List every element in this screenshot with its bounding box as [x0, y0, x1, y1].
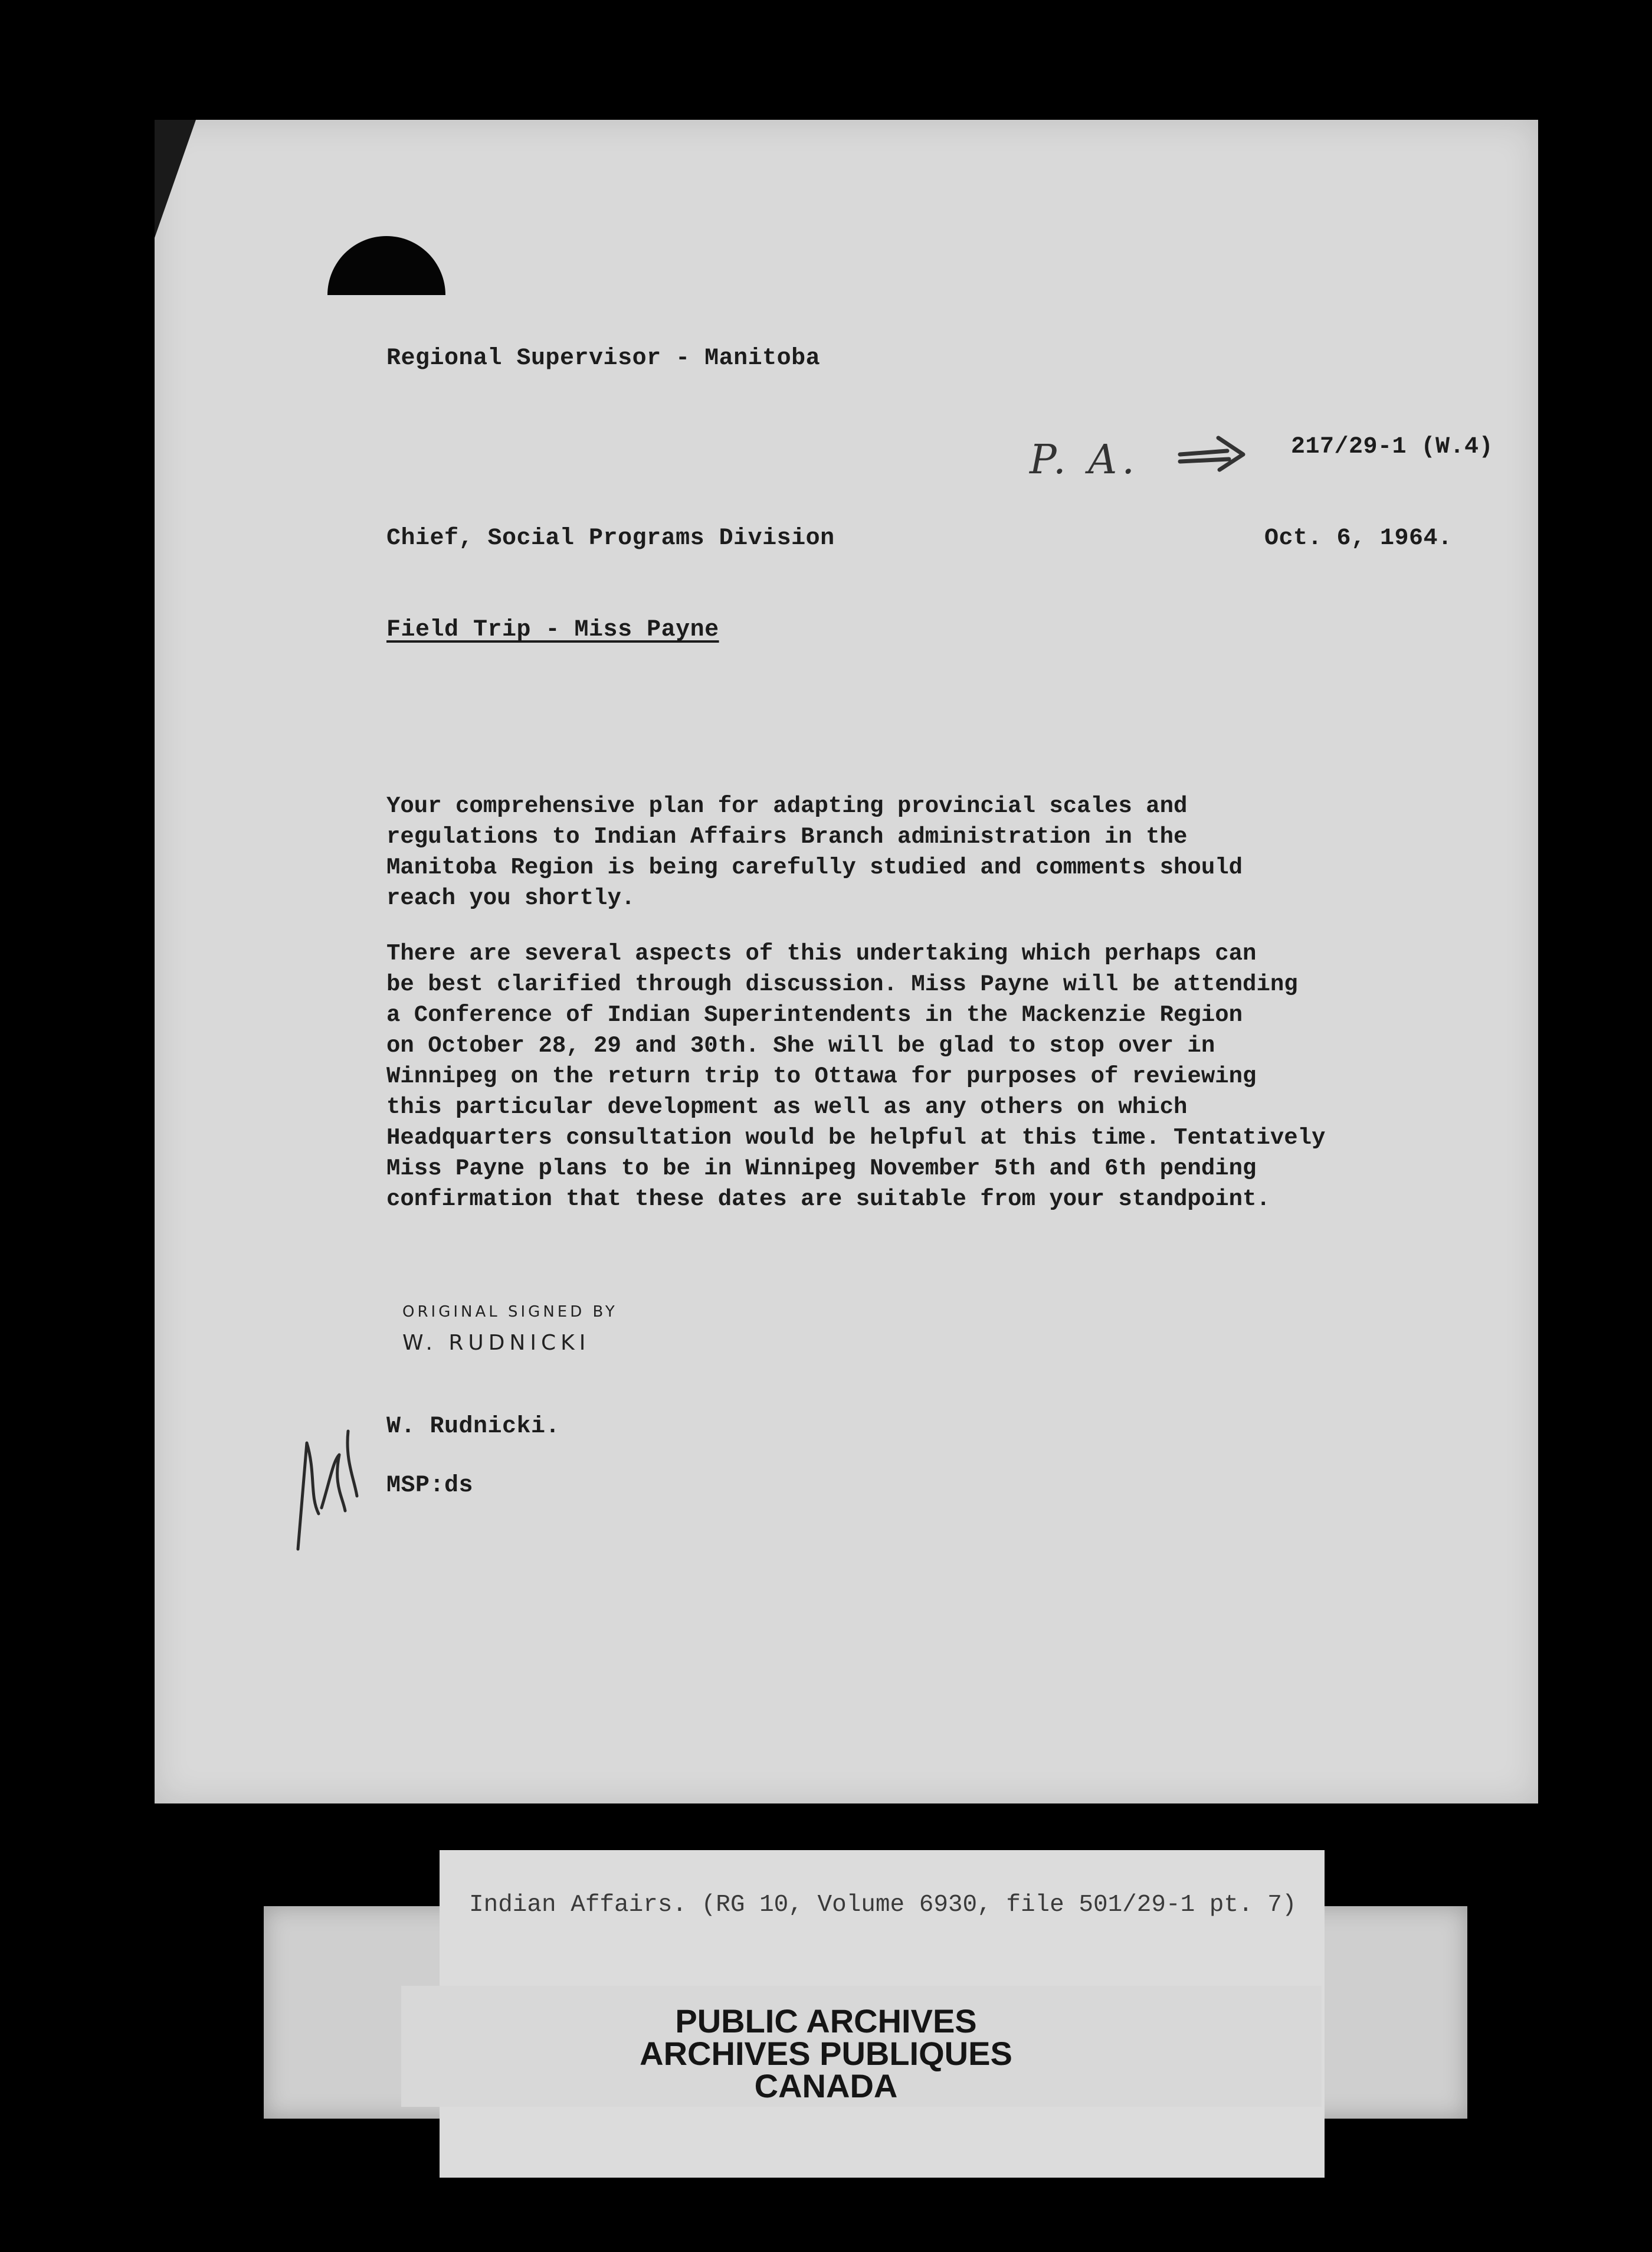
signature-stamp-line2: W. RUDNICKI	[402, 1331, 591, 1355]
body-paragraph-1: Your comprehensive plan for adapting provincial scales and regulations to Indian Affairs Branch administration in the Manitoba Region is being carefully studied and comments should reach you shortly.	[386, 793, 1243, 911]
folded-corner	[155, 120, 196, 238]
signature-stamp-line1: ORIGINAL SIGNED BY	[402, 1303, 618, 1321]
reference-initials: MSP:ds	[386, 1472, 474, 1499]
handwritten-note: P. A.	[1030, 437, 1139, 483]
signatory-name: W. Rudnicki.	[386, 1413, 560, 1440]
archive-title-line2: ARCHIVES PUBLIQUES	[640, 2035, 1012, 2072]
archive-title-line1: PUBLIC ARCHIVES	[675, 2002, 977, 2040]
memo-from: Chief, Social Programs Division	[386, 525, 835, 552]
handwritten-initials-icon	[274, 1408, 363, 1561]
memo-to: Regional Supervisor - Manitoba	[386, 345, 821, 372]
body-paragraph-2: There are several aspects of this undertaking which perhaps can be best clarified through discussion. Miss Payne will be attending a Conference of Indian Superintendents in the Mackenzie Region on October 28, 29 and 30th. She will be glad to stop over in Winnipeg on the return trip to Ottawa for purposes of reviewing this particular development as well as any others on which Headquarters consultation would be helpful at this time. Tentatively Miss Payne plans to be in Winnipeg November 5th and 6th pending confirmation that these dates are suitable from your standpoint.	[386, 941, 1326, 1212]
file-number: 217/29-1 (W.4)	[1291, 434, 1494, 460]
memo-subject: Field Trip - Miss Payne	[386, 617, 719, 643]
memo-date: Oct. 6, 1964.	[1264, 525, 1453, 552]
archive-citation: Indian Affairs. (RG 10, Volume 6930, file 501/29-1 pt. 7)	[469, 1891, 1297, 1919]
archive-title-line3: CANADA	[754, 2067, 898, 2104]
arrow-icon	[1177, 431, 1248, 472]
